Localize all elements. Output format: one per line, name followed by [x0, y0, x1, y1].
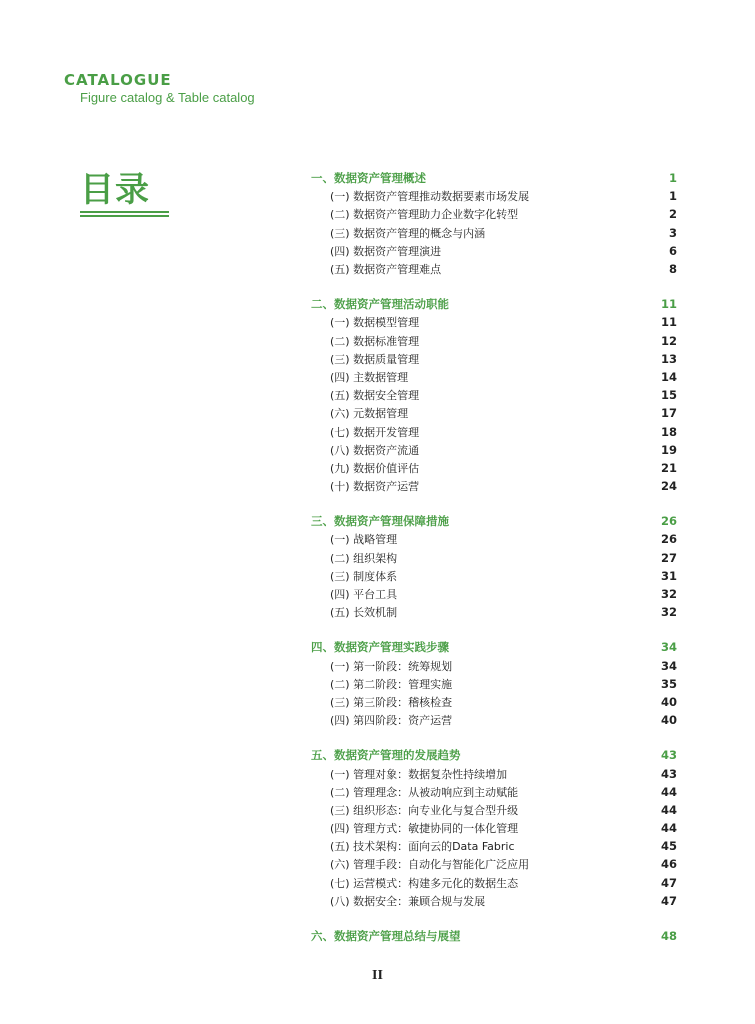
toc-entry-label: (八) 数据安全：兼顾合规与发展: [330, 894, 486, 908]
toc-section-title: 四、数据资产管理实践步骤: [311, 640, 449, 655]
toc-section: [311, 512, 677, 621]
toc-entry-label: (十) 数据资产运营: [330, 480, 420, 494]
toc-page-number: 12: [660, 333, 677, 348]
toc-entry[interactable]: [311, 459, 677, 477]
toc-page-number: 3: [668, 225, 677, 240]
toc-page-number: 26: [660, 532, 677, 547]
toc-entry-label: (四) 管理方式：敏捷协同的一体化管理: [330, 822, 519, 836]
toc-page-number: 45: [660, 839, 677, 854]
toc-entry[interactable]: [311, 224, 677, 242]
toc-page-number: 6: [668, 243, 677, 258]
toc-entry[interactable]: [311, 892, 677, 910]
toc-page-number: 43: [660, 748, 677, 763]
toc-page-number: 27: [660, 550, 677, 565]
toc-entry[interactable]: [311, 313, 677, 331]
toc-entry[interactable]: [311, 783, 677, 801]
toc-entry-label: (七) 运营模式：构建多元化的数据生态: [330, 876, 519, 890]
toc-entry[interactable]: [311, 855, 677, 873]
toc-page-number: 46: [660, 857, 677, 872]
toc-entry-label: (一) 数据资产管理推动数据要素市场发展: [330, 190, 530, 204]
toc-section-heading[interactable]: [311, 169, 677, 187]
toc-entry-label: (五) 数据安全管理: [330, 389, 420, 403]
toc-entry-label: (三) 数据资产管理的概念与内涵: [330, 226, 486, 240]
toc-entry[interactable]: [311, 404, 677, 422]
toc-entry-label: (二) 第二阶段：管理实施: [330, 677, 453, 691]
toc-entry[interactable]: [311, 477, 677, 495]
title-underline: [80, 211, 169, 217]
toc-entry[interactable]: [311, 603, 677, 621]
toc-entry[interactable]: [311, 260, 677, 278]
toc-section: [311, 169, 677, 278]
toc-section: [311, 746, 677, 910]
toc-entry[interactable]: [311, 422, 677, 440]
toc-page-number: 11: [660, 297, 677, 312]
toc-page-number: 18: [660, 424, 677, 439]
page-number: II: [372, 968, 383, 983]
toc-section: [311, 927, 677, 945]
toc-entry[interactable]: [311, 585, 677, 603]
toc-page-number: 14: [660, 369, 677, 384]
toc-section-title: 六、数据资产管理总结与展望: [311, 929, 461, 944]
toc-entry[interactable]: [311, 350, 677, 368]
toc-page-number: 2: [668, 207, 677, 222]
toc-page-number: 34: [660, 658, 677, 673]
toc-entry-label: (四) 第四阶段：资产运营: [330, 714, 453, 728]
toc-entry[interactable]: [311, 332, 677, 350]
toc-entry-label: (二) 管理理念：从被动响应到主动赋能: [330, 785, 519, 799]
toc-section-heading[interactable]: [311, 295, 677, 313]
toc-entry[interactable]: [311, 837, 677, 855]
toc-page-number: 8: [668, 262, 677, 277]
toc-entry-label: (三) 数据质量管理: [330, 352, 420, 366]
toc-entry[interactable]: [311, 693, 677, 711]
toc-entry-label: (二) 数据标准管理: [330, 334, 420, 348]
toc-page-number: 43: [660, 766, 677, 781]
toc-page-number: 48: [660, 929, 677, 944]
toc-entry[interactable]: [311, 187, 677, 205]
toc-entry[interactable]: [311, 801, 677, 819]
toc-entry-label: (三) 第三阶段：稽核检查: [330, 695, 453, 709]
toc-page-number: 44: [660, 821, 677, 836]
toc-entry-label: (六) 管理手段：自动化与智能化广泛应用: [330, 858, 530, 872]
catalogue-subtitle: Figure catalog & Table catalog: [80, 90, 255, 105]
toc-page-number: 47: [660, 875, 677, 890]
toc-page-number: 1: [668, 171, 677, 186]
toc-entry[interactable]: [311, 386, 677, 404]
toc-entry-label: (五) 技术架构：面向云的Data Fabric: [330, 840, 515, 854]
toc-entry-label: (一) 数据模型管理: [330, 316, 420, 330]
toc-entry[interactable]: [311, 711, 677, 729]
toc-section-heading[interactable]: [311, 512, 677, 530]
toc-entry-label: (五) 长效机制: [330, 606, 398, 620]
toc-page-number: 47: [660, 893, 677, 908]
toc-entry[interactable]: [311, 874, 677, 892]
toc-entry-label: (三) 组织形态：向专业化与复合型升级: [330, 803, 519, 817]
toc-entry-label: (三) 制度体系: [330, 569, 398, 583]
toc-entry-label: (二) 组织架构: [330, 551, 398, 565]
toc-entry-label: (八) 数据资产流通: [330, 443, 420, 457]
toc-entry-label: (七) 数据开发管理: [330, 425, 420, 439]
toc-page-number: 11: [660, 315, 677, 330]
toc-entry[interactable]: [311, 368, 677, 386]
toc-entry[interactable]: [311, 205, 677, 223]
toc-entry-label: (四) 主数据管理: [330, 370, 409, 384]
toc-page-number: 1: [668, 189, 677, 204]
toc-page-number: 26: [660, 514, 677, 529]
toc-page-number: 15: [660, 388, 677, 403]
toc-section-title: 五、数据资产管理的发展趋势: [311, 748, 461, 763]
toc-entry-label: (六) 元数据管理: [330, 407, 409, 421]
toc-page-number: 17: [660, 406, 677, 421]
toc-page-number: 40: [660, 713, 677, 728]
toc-section: [311, 295, 677, 495]
toc-page-number: 21: [660, 460, 677, 475]
toc-section: [311, 638, 677, 729]
toc-page-number: 34: [660, 640, 677, 655]
toc-section-heading[interactable]: [311, 746, 677, 764]
page-title: 目录: [80, 170, 150, 210]
toc-entry-label: (五) 数据资产管理难点: [330, 263, 442, 277]
toc-section-title: 二、数据资产管理活动职能: [311, 297, 449, 312]
toc-entry-label: (二) 数据资产管理助力企业数字化转型: [330, 208, 519, 222]
toc-entry[interactable]: [311, 675, 677, 693]
toc-entry[interactable]: [311, 567, 677, 585]
toc-entry[interactable]: [311, 530, 677, 548]
toc-page-number: 32: [660, 605, 677, 620]
toc-page-number: 44: [660, 784, 677, 799]
toc-entry[interactable]: [311, 657, 677, 675]
toc-page-number: 24: [660, 479, 677, 494]
toc-page-number: 35: [660, 676, 677, 691]
toc-entry-label: (一) 战略管理: [330, 533, 398, 547]
toc-page-number: 32: [660, 587, 677, 602]
toc-section-heading[interactable]: [311, 638, 677, 656]
toc-entry[interactable]: [311, 819, 677, 837]
toc-section-heading[interactable]: [311, 927, 677, 945]
table-of-contents: [311, 169, 677, 962]
toc-entry[interactable]: [311, 549, 677, 567]
toc-entry[interactable]: [311, 242, 677, 260]
catalogue-header: [64, 71, 255, 106]
toc-page-number: 40: [660, 694, 677, 709]
toc-page-number: 44: [660, 802, 677, 817]
toc-section-title: 三、数据资产管理保障措施: [311, 514, 449, 529]
toc-page-number: 13: [660, 351, 677, 366]
toc-entry[interactable]: [311, 764, 677, 782]
toc-entry-label: (一) 第一阶段：统筹规划: [330, 659, 453, 673]
toc-entry-label: (一) 管理对象：数据复杂性持续增加: [330, 767, 508, 781]
toc-entry-label: (九) 数据价值评估: [330, 461, 420, 475]
toc-section-title: 一、数据资产管理概述: [311, 171, 426, 186]
toc-page-number: 19: [660, 442, 677, 457]
toc-entry-label: (四) 平台工具: [330, 588, 398, 602]
toc-entry-label: (四) 数据资产管理演进: [330, 244, 442, 258]
toc-page-number: 31: [660, 568, 677, 583]
toc-entry[interactable]: [311, 441, 677, 459]
catalogue-title: CATALOGUE: [64, 71, 172, 89]
